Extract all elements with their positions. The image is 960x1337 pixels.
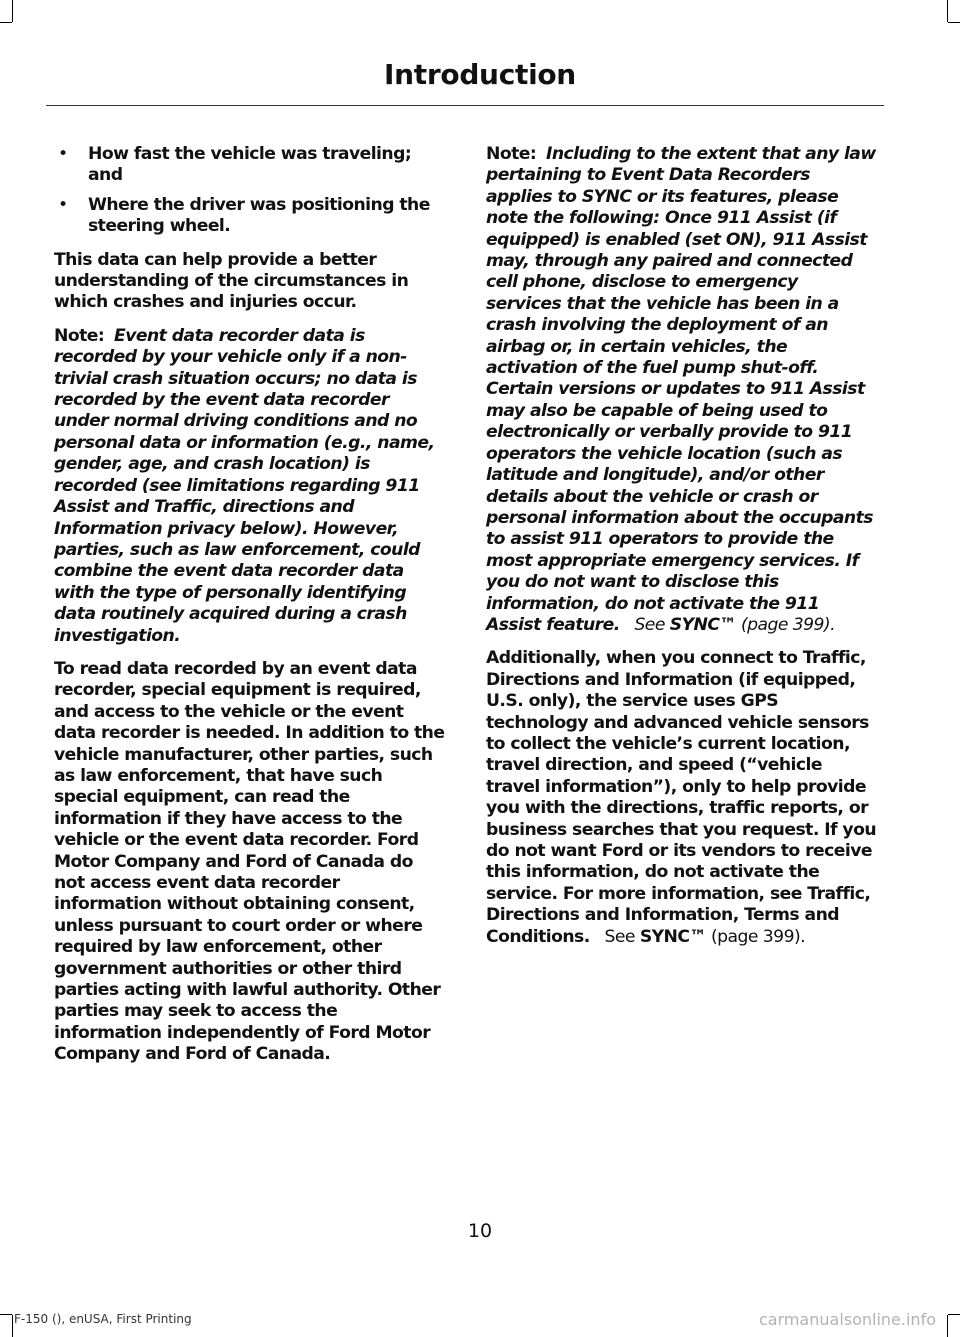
paragraph-read-data: To read data recorded by an event data recorder, special equipment is required, and access to the vehicle or the event data recorder is needed. In addition to the vehicle manufacturer, other parties, such as law enforcement, that have such special equipment, can read the information if they have access to the vehicle or the event data recorder. Ford Motor Company and Ford of Canada do not access event data recorder information without obtaining consent, unless pursuant to court order or where required by law enforcement, other government authorities or other third parties acting with lawful authority. Other parties may seek to access the information independently of Ford Motor Company and Ford of Canada. (54, 658, 445, 1065)
crop-mark (0, 22, 12, 23)
list-item (54, 144, 446, 187)
see-text: See (604, 926, 635, 947)
bullet-list (54, 144, 446, 238)
crop-mark (0, 1314, 12, 1315)
bullet-icon: • (58, 144, 68, 164)
note-label: Note: (54, 325, 105, 346)
footer-edition: F-150 (), enUSA, First Printing (14, 1312, 192, 1326)
note-text: Event data recorder data is recorded by your vehicle only if a non-trivial crash situation occurs; no data is recorded by the event data recorder under normal driving conditions and no personal data or information (e.g., name, gender, age, and crash location) is recorded (see limitations regarding 911 Assist and Traffic, directions and Information privacy below). However, parties, such as law enforcement, could combine the event data recorder data with the type of personally identifying data routinely acquired during a crash investigation. (54, 325, 435, 646)
see-text: See (634, 614, 665, 635)
right-column (486, 144, 878, 960)
list-item-text: Where the driver was positioning the steering wheel. (88, 194, 430, 237)
page-number: 10 (467, 1220, 493, 1242)
paragraph-traffic (486, 648, 878, 948)
left-column (54, 144, 446, 1078)
note-label: Note: (486, 144, 537, 164)
list-item (54, 195, 446, 238)
list-item-text: How fast the vehicle was traveling; and (88, 144, 412, 186)
note-sync (486, 144, 878, 636)
sync-link[interactable]: SYNC™ (639, 926, 707, 947)
crop-mark (947, 1315, 948, 1337)
watermark: carmanualsonline.info (758, 1310, 936, 1329)
crop-mark (12, 1315, 13, 1337)
note-event-data (54, 326, 446, 647)
header-divider (46, 105, 884, 106)
paragraph-text: Additionally, when you connect to Traffic, Directions and Information (if equipped, U.S. only), the service uses GPS technology and advanced vehicle sensors to collect the vehicle’s current location, travel direction, and speed (“vehicle travel information”), only to help provide you with the directions, traffic reports, or business searches that you request. If you do not want Ford or its vendors to receive this information, do not activate the service. For more information, see Traffic, Directions and Information, Terms and Conditions. (486, 648, 877, 947)
bullet-icon: • (58, 194, 68, 215)
crop-mark (948, 1314, 960, 1315)
paragraph-understanding: This data can help provide a better understanding of the circumstances in which crashes and injuries occur. (54, 249, 409, 313)
page-reference: (page 399). (740, 614, 835, 635)
page-title: Introduction (384, 58, 576, 91)
sync-link[interactable]: SYNC™ (669, 614, 737, 635)
crop-mark (12, 0, 13, 22)
crop-mark (948, 22, 960, 23)
page-reference: (page 399). (711, 926, 806, 947)
note-text: Including to the extent that any law pertaining to Event Data Recorders applies to SYNC or its features, please note the following: Once 911 Assist (if equipped) is enabled (set ON), 911 Assist may, through any paired and connected cell phone, disclose to emergency services that the vehicle has been in a crash involving the deployment of an airbag or, in certain vehicles, the activation of the fuel pump shut-off. Certain versions or updates to 911 Assist may also be capable of being used to electronically or verbally provide to 911 operators the vehicle location (such as latitude and longitude), and/or other details about the vehicle or crash or personal information about the occupants to assist 911 operators to provide the most appropriate emergency services. If you do not want to disclose this information, do not activate the 911 Assist feature. (486, 144, 876, 635)
crop-mark (947, 0, 948, 22)
